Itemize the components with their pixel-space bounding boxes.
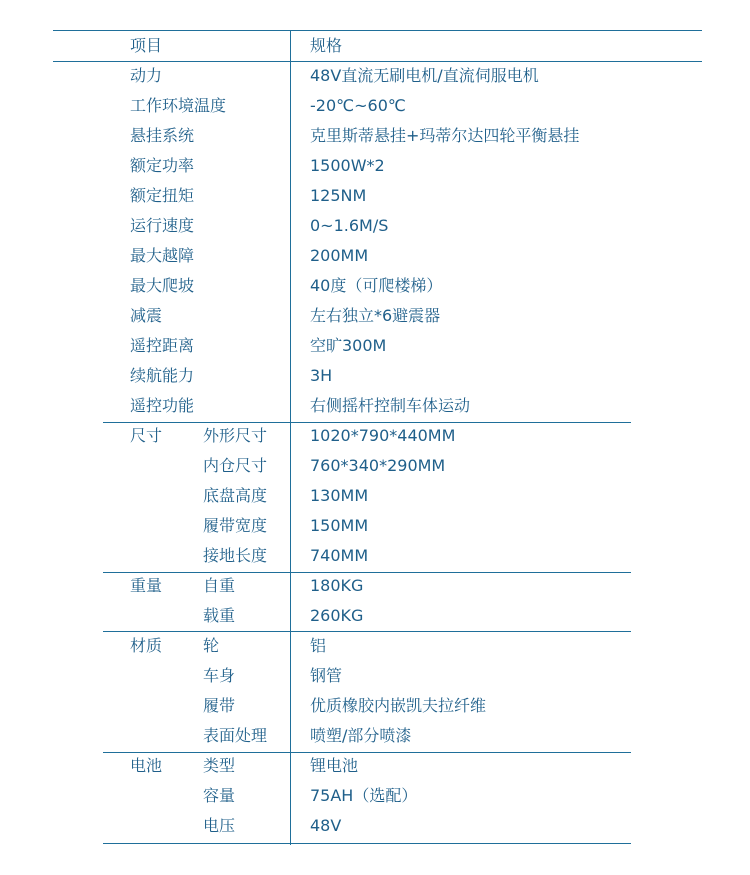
row-value: 125NM [310, 186, 367, 205]
row-value: 左右独立*6避震器 [310, 306, 441, 325]
row-label: 减震 [130, 306, 163, 325]
sub-label: 类型 [203, 756, 236, 775]
row-label: 运行速度 [130, 216, 195, 235]
sub-label: 电压 [203, 816, 236, 835]
group-rule-material [103, 631, 631, 632]
row-label: 动力 [130, 66, 163, 85]
group-rule-weight [103, 572, 631, 573]
row-value: -20℃~60℃ [310, 96, 406, 115]
column-divider [290, 30, 291, 845]
row-value: 48V直流无刷电机/直流伺服电机 [310, 66, 539, 85]
sub-value: 760*340*290MM [310, 456, 446, 475]
group-label-material: 材质 [130, 636, 163, 655]
sub-label: 表面处理 [203, 726, 268, 745]
sub-value: 喷塑/部分喷漆 [310, 726, 412, 745]
sub-value: 1020*790*440MM [310, 426, 456, 445]
row-value: 克里斯蒂悬挂+玛蒂尔达四轮平衡悬挂 [310, 126, 580, 145]
row-value: 0~1.6M/S [310, 216, 389, 235]
sub-label: 容量 [203, 786, 236, 805]
header-item: 项目 [130, 36, 163, 55]
row-label: 最大爬坡 [130, 276, 195, 295]
row-label: 最大越障 [130, 246, 195, 265]
table-top-rule [53, 30, 702, 31]
sub-value: 180KG [310, 576, 364, 595]
row-label: 工作环境温度 [130, 96, 227, 115]
sub-value: 铝 [310, 636, 327, 655]
header-rule [53, 61, 702, 62]
row-label: 遥控功能 [130, 396, 195, 415]
sub-label: 接地长度 [203, 546, 268, 565]
sub-value: 48V [310, 816, 342, 835]
row-value: 1500W*2 [310, 156, 385, 175]
row-value: 200MM [310, 246, 369, 265]
sub-value: 75AH（选配） [310, 786, 418, 805]
group-label-battery: 电池 [130, 756, 163, 775]
row-label: 续航能力 [130, 366, 195, 385]
group-rule-size [103, 422, 631, 423]
sub-label: 车身 [203, 666, 236, 685]
sub-label: 履带宽度 [203, 516, 268, 535]
sub-value: 260KG [310, 606, 364, 625]
group-label-size: 尺寸 [130, 426, 163, 445]
row-value: 右侧摇杆控制车体运动 [310, 396, 471, 415]
row-label: 额定扭矩 [130, 186, 195, 205]
group-label-weight: 重量 [130, 576, 163, 595]
sub-label: 内仓尺寸 [203, 456, 268, 475]
table-bottom-rule [103, 843, 631, 844]
sub-label: 载重 [203, 606, 236, 625]
sub-label: 底盘高度 [203, 486, 268, 505]
header-spec: 规格 [310, 36, 343, 55]
row-value: 3H [310, 366, 333, 385]
row-value: 40度（可爬楼梯） [310, 276, 443, 295]
row-label: 遥控距离 [130, 336, 195, 355]
sub-value: 150MM [310, 516, 369, 535]
row-label: 悬挂系统 [130, 126, 195, 145]
sub-label: 轮 [203, 636, 220, 655]
sub-value: 钢管 [310, 666, 343, 685]
group-rule-battery [103, 752, 631, 753]
sub-value: 130MM [310, 486, 369, 505]
sub-label: 外形尺寸 [203, 426, 268, 445]
row-label: 额定功率 [130, 156, 195, 175]
sub-value: 锂电池 [310, 756, 359, 775]
row-value: 空旷300M [310, 336, 387, 355]
sub-value: 740MM [310, 546, 369, 565]
sub-value: 优质橡胶内嵌凯夫拉纤维 [310, 696, 487, 715]
sub-label: 自重 [203, 576, 236, 595]
sub-label: 履带 [203, 696, 236, 715]
